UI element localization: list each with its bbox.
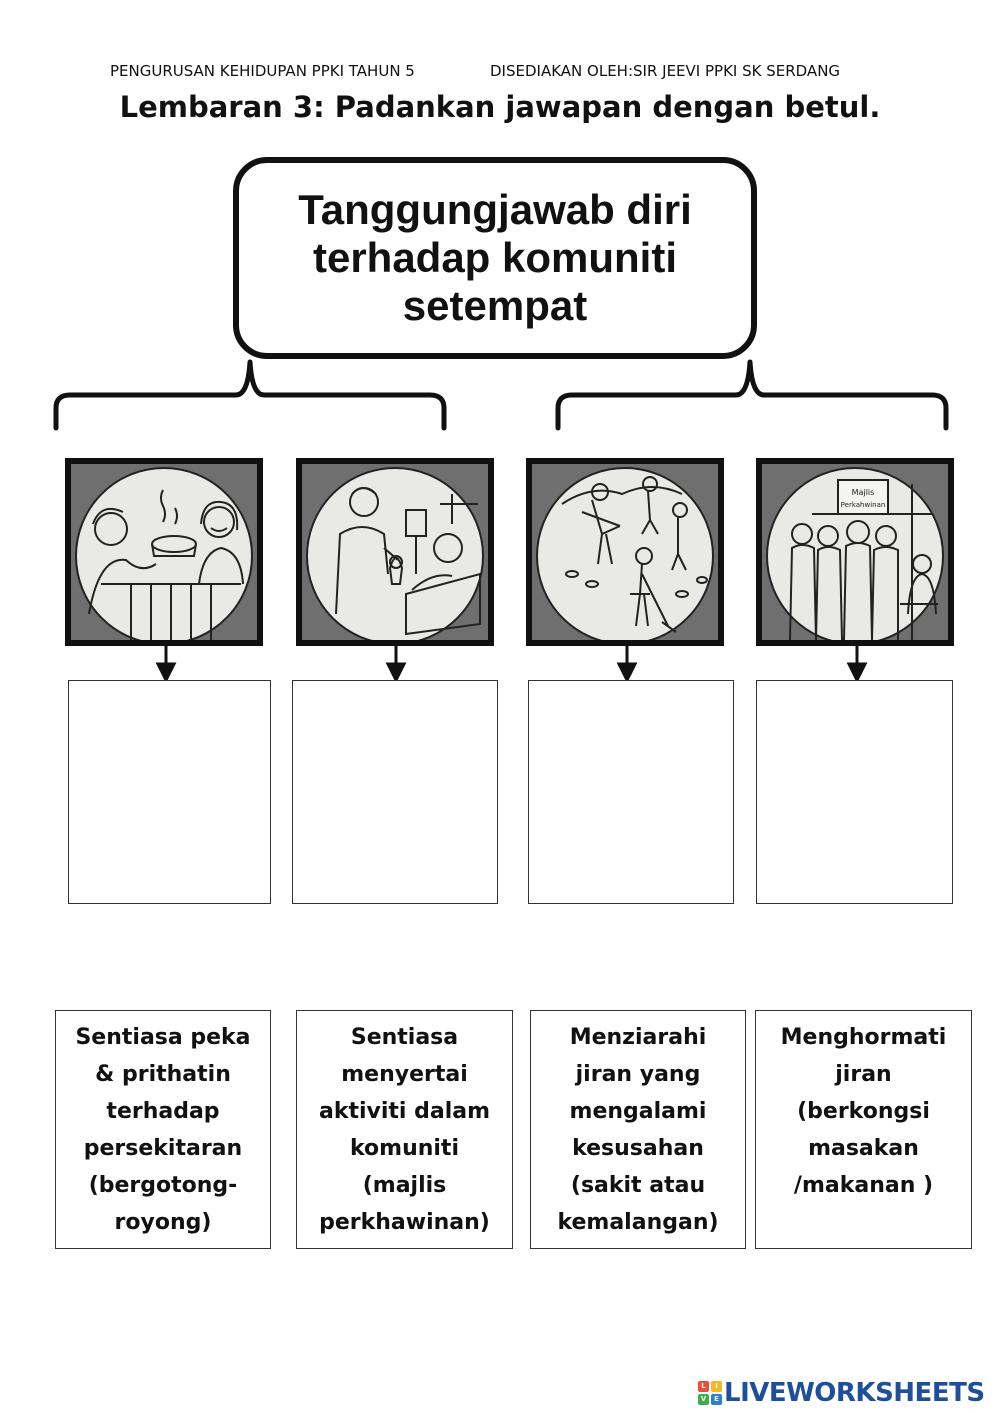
gotong-royong-icon bbox=[532, 464, 718, 640]
answer-box-4[interactable] bbox=[756, 680, 953, 904]
topic-line: Tanggungjawab diri bbox=[298, 186, 692, 233]
option-line: terhadap bbox=[106, 1099, 220, 1124]
option-line: Sentiasa peka bbox=[75, 1025, 251, 1050]
answer-box-2[interactable] bbox=[292, 680, 498, 904]
sharing-food-icon bbox=[71, 464, 257, 640]
arrow-1 bbox=[158, 646, 174, 680]
wedding-ceremony-icon bbox=[762, 464, 948, 640]
option-text bbox=[557, 1019, 718, 1241]
option-line: persekitaran bbox=[83, 1136, 243, 1161]
topic-line: terhadap komuniti bbox=[312, 234, 678, 281]
picture-hospital-visit bbox=[296, 458, 494, 646]
header-subject: PENGURUSAN KEHIDUPAN PPKI TAHUN 5 bbox=[110, 62, 415, 80]
page-title: Lembaran 3: Padankan jawapan dengan betul. bbox=[119, 90, 881, 124]
option-line: masakan bbox=[808, 1136, 919, 1161]
option-line: perkhawinan) bbox=[319, 1210, 490, 1235]
option-text bbox=[319, 1019, 490, 1241]
option-line: mengalami bbox=[569, 1099, 707, 1124]
logo-tile: I bbox=[711, 1381, 722, 1392]
right-bracket bbox=[558, 362, 946, 428]
option-text bbox=[75, 1019, 250, 1241]
wedding-sign-line-1: Majlis bbox=[851, 488, 875, 497]
left-bracket bbox=[56, 362, 444, 428]
picture-sharing-food bbox=[65, 458, 263, 646]
arrow-2 bbox=[388, 646, 404, 680]
answer-box-1[interactable] bbox=[68, 680, 271, 904]
option-line: Sentiasa bbox=[350, 1025, 459, 1050]
liveworksheets-logo bbox=[698, 1377, 985, 1409]
option-card-3[interactable] bbox=[530, 1010, 746, 1249]
option-line: kesusahan bbox=[572, 1136, 704, 1161]
option-line: jiran yang bbox=[575, 1062, 701, 1087]
option-line: Menziarahi bbox=[569, 1025, 707, 1050]
hospital-visit-icon bbox=[302, 464, 488, 640]
option-line: (berkongsi bbox=[797, 1099, 930, 1124]
option-line: & prithatin bbox=[95, 1062, 231, 1087]
option-line: (majlis bbox=[362, 1173, 447, 1198]
arrow-3 bbox=[619, 646, 635, 680]
logo-icon bbox=[698, 1381, 722, 1405]
picture-gotong-royong bbox=[526, 458, 724, 646]
option-card-1[interactable] bbox=[55, 1010, 271, 1249]
logo-tile: L bbox=[698, 1381, 709, 1392]
option-line: /makanan ) bbox=[793, 1173, 934, 1198]
logo-tile: E bbox=[711, 1394, 722, 1405]
wedding-sign-line-2: Perkahwinan bbox=[840, 501, 886, 509]
option-line: (bergotong- bbox=[88, 1173, 238, 1198]
logo-text: LIVEWORKSHEETS bbox=[724, 1378, 985, 1408]
option-line: aktiviti dalam bbox=[318, 1099, 491, 1124]
option-text bbox=[781, 1019, 947, 1204]
picture-wedding-ceremony bbox=[756, 458, 954, 646]
option-card-4[interactable] bbox=[755, 1010, 972, 1249]
option-line: komuniti bbox=[349, 1136, 459, 1161]
arrow-4 bbox=[849, 646, 865, 680]
option-line: royong) bbox=[114, 1210, 212, 1235]
option-line: kemalangan) bbox=[557, 1210, 719, 1235]
option-line: jiran bbox=[835, 1062, 892, 1087]
answer-box-3[interactable] bbox=[528, 680, 734, 904]
option-line: menyertai bbox=[341, 1062, 468, 1087]
option-line: (sakit atau bbox=[570, 1173, 706, 1198]
option-card-2[interactable] bbox=[296, 1010, 513, 1249]
logo-tile: V bbox=[698, 1394, 709, 1405]
topic-line: setempat bbox=[402, 282, 588, 329]
header-author: DISEDIAKAN OLEH:SIR JEEVI PPKI SK SERDANG bbox=[490, 62, 841, 80]
option-line: Menghormati bbox=[780, 1025, 947, 1050]
